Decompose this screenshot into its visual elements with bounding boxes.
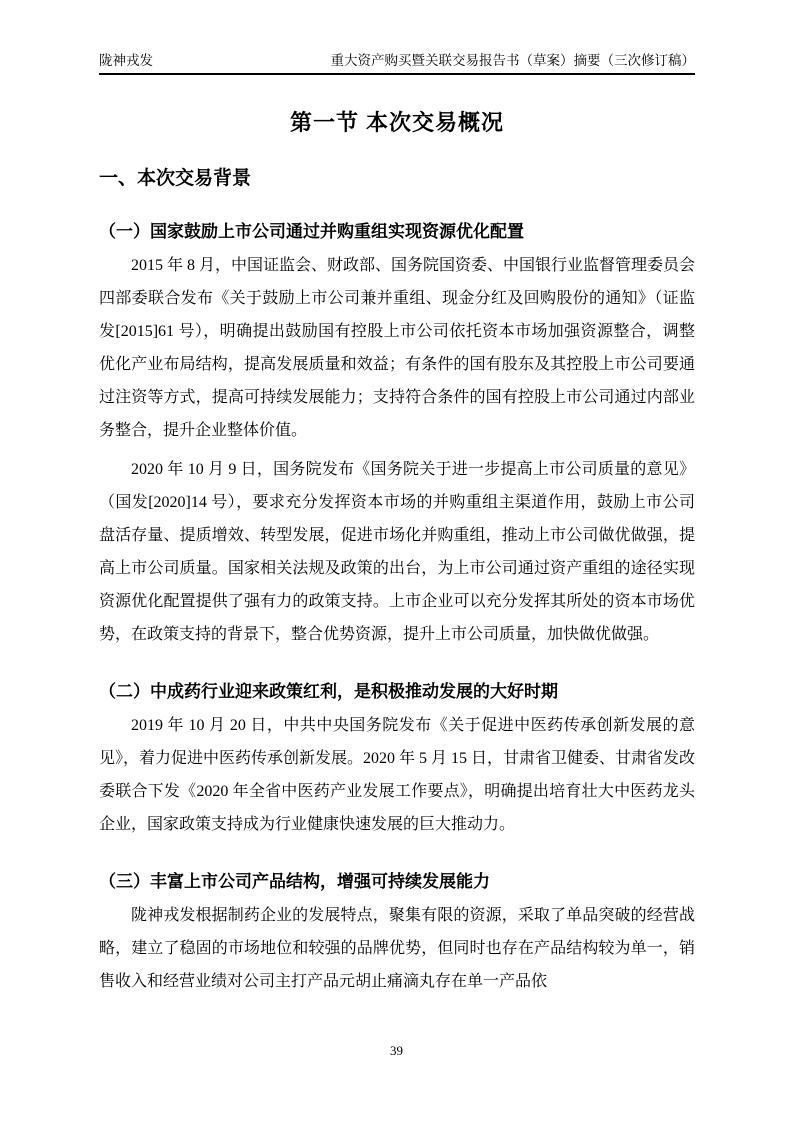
page-header xyxy=(99,52,695,75)
page-footer xyxy=(0,1042,793,1060)
paragraph: 2015 年 8 月，中国证监会、财政部、国务院国资委、中国银行业监督管理委员会四部委联合发布《关于鼓励上市公司兼并重组、现金分红及回购股份的通知》（证监发[2015]61 号），明确提出鼓励国有控股上市公司依托资本市场加强资源整合，调整优化产业布局结构，提高发展质量和效益；有条件的国有股东及其控股上市公司要通过注资等方式，提高可持续发展能力；支持符合条件的国有控股上市公司通过内部业务整合，提升企业整体价值。 xyxy=(99,257,696,439)
paragraph: 2019 年 10 月 20 日，中共中央国务院发布《关于促进中医药传承创新发展的意见》，着力促进中医药传承创新发展。2020 年 5 月 15 日，甘肃省卫健委、甘肃省发改委联合下发《2020 年全省中医药产业发展工作要点》，明确提出培育壮大中医药龙头企业，国家政策支持成为行业健康快速发展的巨大推动力。 xyxy=(99,717,696,833)
page-number: 39 xyxy=(390,1043,403,1058)
section-heading-transaction-background: 一、本次交易背景 xyxy=(99,168,252,189)
subsection-heading-2: （二）中成药行业迎来政策红利，是积极推动发展的大好时期 xyxy=(99,682,558,701)
paragraph: 陇神戎发根据制药企业的发展特点，聚集有限的资源，采取了单品突破的经营战略，建立了稳固的市场地位和较强的品牌优势，但同时也存在产品结构较为单一，销售收入和经营业绩对公司主打产品元胡止痛滴丸存在单一产品依 xyxy=(99,907,695,990)
header-report-title: 重大资产购买暨关联交易报告书（草案）摘要（三次修订稿） xyxy=(330,53,695,68)
chapter-title: 第一节 本次交易概况 xyxy=(289,110,505,135)
paragraph: 2020 年 10 月 9 日，国务院发布《国务院关于进一步提高上市公司质量的意见》（国发[2020]14 号），要求充分发挥资本市场的并购重组主渠道作用，鼓励上市公司盘活存量、提质增效、转型发展，促进市场化并购重组，推动上市公司做优做强，提高上市公司质量。国家相关法规及政策的出台，为上市公司通过资产重组的途径实现资源优化配置提供了强有力的政策支持。上市企业可以充分发挥其所处的资本市场优势，在政策支持的背景下，整合优势资源，提升上市公司质量，加快做优做强。 xyxy=(99,461,695,643)
header-company-name: 陇神戎发 xyxy=(99,53,153,68)
subsection-heading-1: （一）国家鼓励上市公司通过并购重组实现资源优化配置 xyxy=(99,222,524,241)
subsection-heading-3: （三）丰富上市公司产品结构，增强可持续发展能力 xyxy=(99,872,490,891)
page-content xyxy=(99,52,695,998)
